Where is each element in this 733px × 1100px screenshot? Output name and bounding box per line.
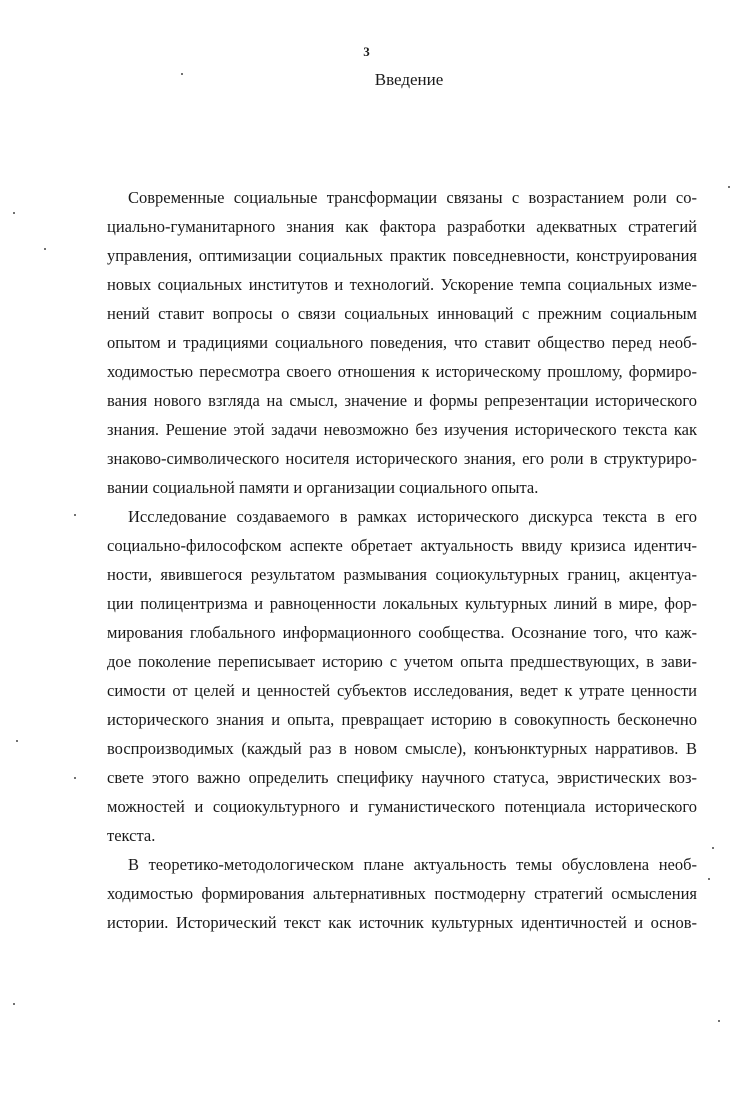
text-line: Современные социальные трансформации связаны с возрастанием роли со- [128,188,697,207]
scan-speck [181,73,183,75]
text-line: истории. Исторический текст как источник культурных идентичностей и основ- [107,913,697,932]
text-line: исторического знания и опыта, превращает историю в совокупность бесконечно [107,710,697,729]
scan-speck [74,777,76,779]
text-line: управления, оптимизации социальных практик повседневности, конструирования [107,246,697,265]
text-line: воспроизводимых (каждый раз в новом смысле), конъюнктурных нарративов. В [107,739,697,758]
text-line: симости от целей и ценностей субъектов исследования, ведет к утрате ценности [107,681,697,700]
paragraph-2 [107,502,697,850]
scan-speck [13,1003,15,1005]
scan-speck [44,248,46,250]
paragraph-3 [107,850,697,937]
text-line: свете этого важно определить специфику научного статуса, эвристических воз- [107,768,697,787]
text-line: вания нового взгляда на смысл, значение и формы репрезентации исторического [107,391,697,410]
text-line: ции полицентризма и равноценности локальных культурных линий в мире, фор- [107,594,697,613]
scan-speck [13,212,15,214]
text-line: В теоретико-методологическом плане актуальность темы обусловлена необ- [128,855,697,874]
text-line: знаково-символического носителя исторического знания, его роли в структуриро- [107,449,697,468]
scan-speck [74,514,76,516]
text-line: нений ставит вопросы о связи социальных инноваций с прежним социальным [107,304,697,323]
text-line: дое поколение переписывает историю с учетом опыта предшествующих, в зави- [107,652,697,671]
text-line: Исследование создаваемого в рамках исторического дискурса текста в его [128,507,697,526]
document-body [107,183,697,937]
text-line: ности, явившегося результатом размывания социокультурных границ, акцентуа- [107,565,697,584]
text-line: можностей и социокультурного и гуманистического потенциала исторического [107,797,697,816]
text-line: мирования глобального информационного сообщества. Осознание того, что каж- [107,623,697,642]
text-line: социально-философском аспекте обретает актуальность ввиду кризиса идентич- [107,536,697,555]
page-title: Введение [374,70,444,89]
scan-speck [712,847,714,849]
text-line: текста. [107,826,156,845]
paragraph-1 [107,183,697,502]
text-line: ходимостью формирования альтернативных постмодерну стратегий осмысления [107,884,697,903]
text-line: циально-гуманитарного знания как фактора разработки адекватных стратегий [107,217,697,236]
text-line: знания. Решение этой задачи невозможно без изучения исторического текста как [107,420,697,439]
scan-speck [16,740,18,742]
page-number: 3 [363,44,370,59]
text-line: опытом и традициями социального поведения, что ставит общество перед необ- [107,333,697,352]
text-line: новых социальных институтов и технологий. Ускорение темпа социальных изме- [107,275,697,294]
text-line: ходимостью пересмотра своего отношения к историческому прошлому, формиро- [107,362,697,381]
scan-speck [728,186,730,188]
scan-speck [718,1020,720,1022]
text-line: вании социальной памяти и организации социального опыта. [107,478,539,497]
scan-speck [708,878,710,880]
